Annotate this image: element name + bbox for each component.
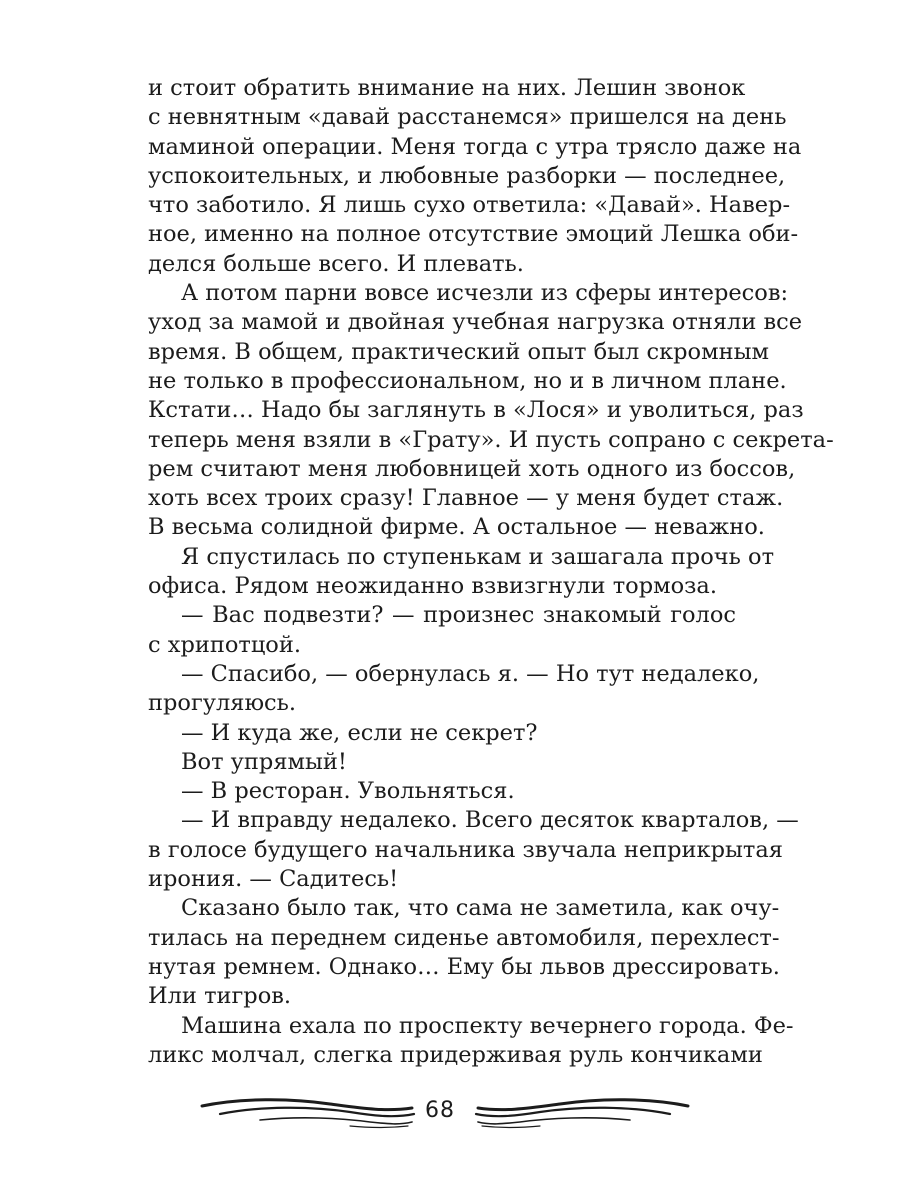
text-line: Я спустилась по ступенькам и зашагала прочь от [181, 543, 775, 570]
text-line: Сказано было так, что сама не заметила, как очу- [181, 895, 780, 922]
text-line: с невнятным «давай расстанемся» пришелся на день [148, 104, 787, 131]
text-line: нутая ремнем. Однако… Ему бы львов дрессировать. [148, 953, 780, 980]
text-line: время. В общем, практический опыт был скромным [148, 338, 769, 365]
text-line: и стоит обратить внимание на них. Лешин звонок [148, 75, 746, 101]
text-line: А потом парни вовсе исчезли из сферы интересов: [181, 280, 789, 307]
text-line: офиса. Рядом неожиданно взвизгнули тормоза. [148, 573, 717, 600]
text-line: прогуляюсь. [148, 690, 297, 717]
right-flourish-ornament-icon [470, 1092, 690, 1132]
text-line: ирония. — Садитесь! [148, 866, 399, 893]
text-line: Машина ехала по проспекту вечернего города. Фе- [181, 1012, 794, 1039]
page-number: 68 [425, 1098, 455, 1123]
text-line: Вот упрямый! [181, 748, 347, 775]
left-flourish-ornament-icon [200, 1092, 420, 1132]
text-line: — Спасибо, — обернулась я. — Но тут недалеко, [181, 660, 760, 687]
text-line: тилась на переднем сиденье автомобиля, перехлест- [148, 924, 780, 951]
text-line: уход за мамой и двойная учебная нагрузка отняли все [148, 309, 803, 336]
body-text [148, 74, 834, 1070]
page-footer [0, 1092, 900, 1152]
text-line: — Вас подвезти? — произнес знакомый голос [181, 602, 736, 629]
text-line: — В ресторан. Увольняться. [181, 778, 515, 805]
text-line: хоть всех троих сразу! Главное — у меня будет стаж. [148, 485, 784, 512]
text-line: В весьма солидной фирме. А остальное — неважно. [148, 514, 765, 541]
text-line: — И вправду недалеко. Всего десяток кварталов, — [181, 807, 799, 834]
text-line: маминой операции. Меня тогда с утра трясло даже на [148, 133, 802, 160]
text-line: Кстати… Надо бы заглянуть в «Лося» и уволиться, раз [148, 397, 804, 424]
text-line: что заботило. Я лишь сухо ответила: «Давай». Навер- [148, 192, 791, 219]
text-line: — И куда же, если не секрет? [181, 719, 538, 746]
text-line: ное, именно на полное отсутствие эмоций Лешка оби- [148, 221, 799, 248]
text-line: рем считают меня любовницей хоть одного из боссов, [148, 455, 796, 482]
text-line: в голосе будущего начальника звучала неприкрытая [148, 836, 783, 863]
text-line: Или тигров. [148, 983, 292, 1010]
text-line: с хрипотцой. [148, 631, 301, 658]
text-line: делся больше всего. И плевать. [148, 250, 524, 277]
text-line: не только в профессиональном, но и в личном плане. [148, 367, 787, 394]
text-line: теперь меня взяли в «Грату». И пусть сопрано с секрета- [148, 426, 834, 453]
text-line: успокоительных, и любовные разборки — последнее, [148, 162, 786, 189]
text-line: ликс молчал, слегка придерживая руль кончиками [148, 1041, 763, 1068]
